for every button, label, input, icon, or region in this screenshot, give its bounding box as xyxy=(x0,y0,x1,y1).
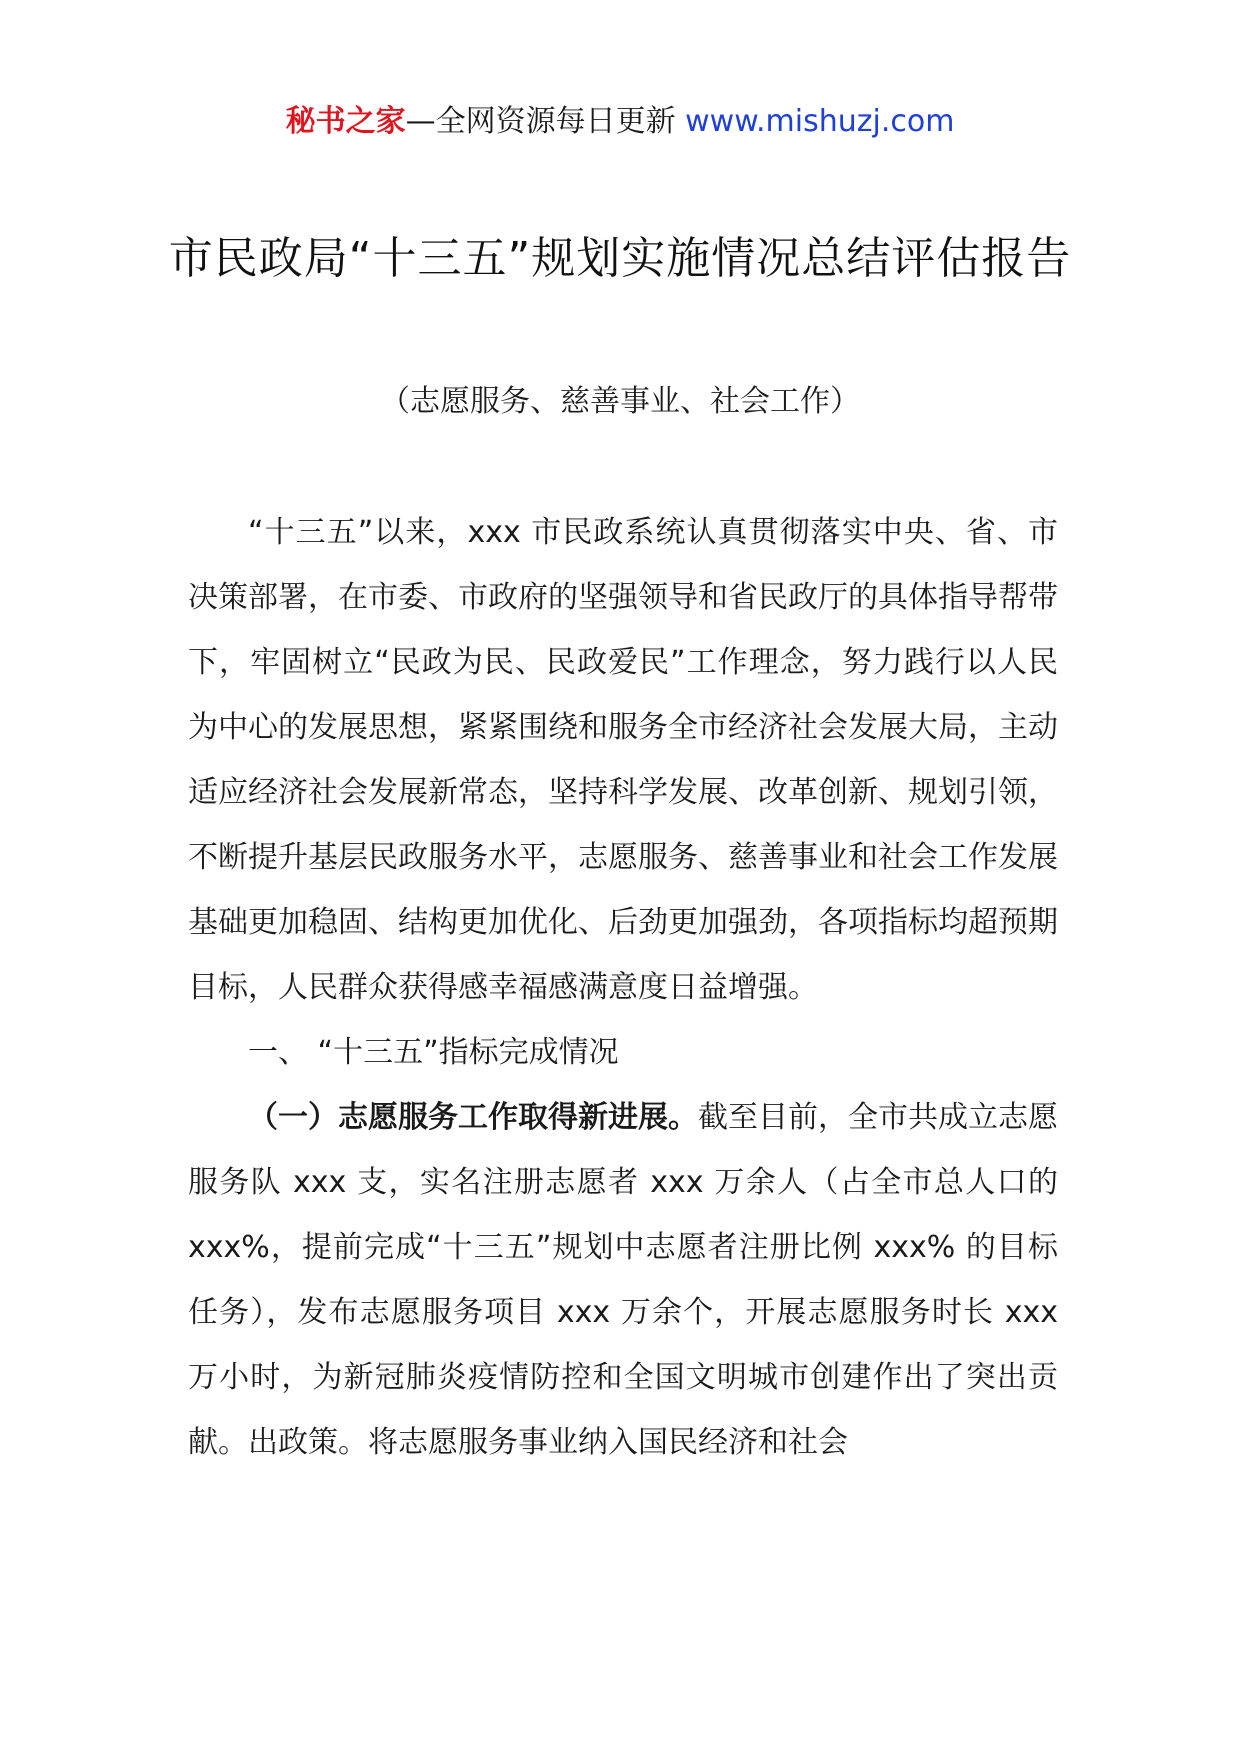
body-paragraph: “十三五”以来，xxx 市民政系统认真贯彻落实中央、省、市决策部署，在市委、市政府的坚强领导和省民政厅的具体指导帮带下，牢固树立“民政为民、民政爱民”工作理念，努力践行以人民为中心的发展思想，紧紧围绕和服务全市经济社会发展大局，主动适应经济社会发展新常态，坚持科学发展、改革创新、规划引领，不断提升基层民政服务水平，志愿服务、慈善事业和社会工作发展基础更加稳固、结构更加优化、后劲更加强劲，各项指标均超预期目标，人民群众获得感幸福感满意度日益增强。 xyxy=(188,515,1058,1005)
site-brand: 秘书之家 xyxy=(285,104,406,139)
subsection-heading: （一）志愿服务工作取得新进展。 xyxy=(248,1100,698,1135)
site-header xyxy=(0,102,1240,142)
section-heading: 一、 “十三五”指标完成情况 xyxy=(248,1035,619,1070)
site-tagline: —全网资源每日更新 xyxy=(405,104,686,139)
body-paragraph xyxy=(188,1085,1058,1475)
document-body xyxy=(188,500,1058,1475)
document-subtitle: （志愿服务、慈善事业、社会工作） xyxy=(380,384,860,419)
paragraph-text: 截至目前，全市共成立志愿服务队 xxx 支，实名注册志愿者 xxx 万余人（占全市总人口的 xxx%，提前完成“十三五”规划中志愿者注册比例 xxx% 的目标任务），发布志愿服务项目 xxx 万余个，开展志愿服务时长 xxx 万小时，为新冠肺炎疫情防控和全国文明城市创建作出了突出贡献。出政策。将志愿服务事业纳入国民经济和社会 xyxy=(188,1100,1058,1460)
site-url-link[interactable]: www.mishuzj.com xyxy=(685,104,955,139)
document-title: 市民政局“十三五”规划实施情况总结评估报告 xyxy=(168,233,1072,284)
